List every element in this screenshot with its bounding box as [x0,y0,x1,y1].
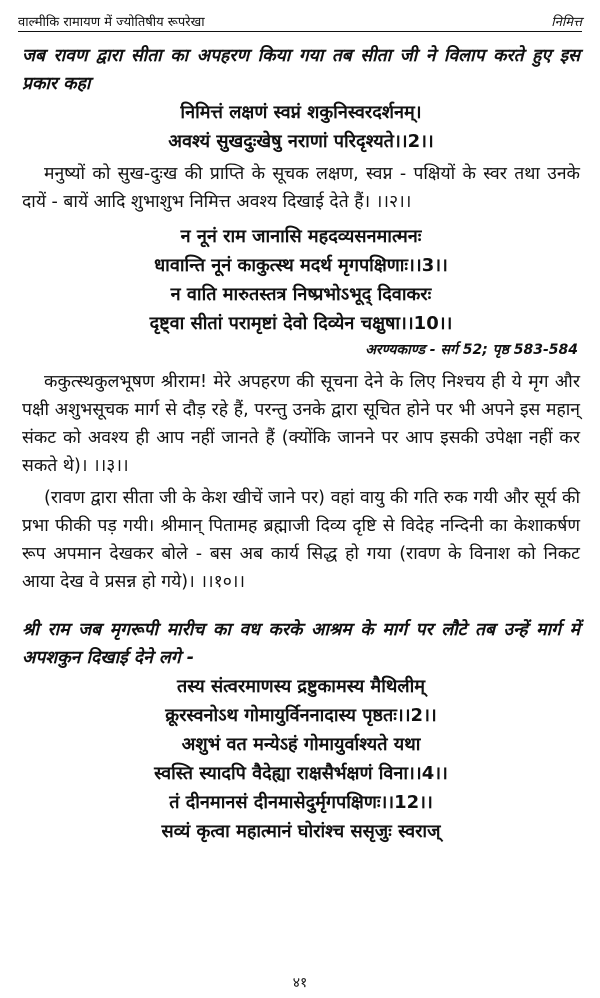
verse-line: न नूनं राम जानासि महदव्यसनमात्मनः [180,226,422,247]
verse-line: न वाति मारुतस्तत्र निष्प्रभोऽभूद् दिवाकरः [170,284,432,305]
verse-line: तस्य संत्वरमाणस्य द्रष्टुकामस्य मैथिलीम् [176,676,425,697]
verse-line: धावान्ति नूनं काकुत्स्थ मदर्थ मृगपक्षिणाः।।3।। [154,255,448,276]
verse-line: दृष्ट्वा सीतां परामृष्टां देवो दिव्येन चक्षुषा।।10।। [149,313,453,334]
explanation-paragraph: मनुष्यों को सुख-दुःख की प्राप्ति के सूचक लक्षण, स्वप्न - पक्षियों के स्वर तथा उनके दायें - बायें आदि शुभाशुभ निमित्त अवश्य दिखाई देते हैं। ।।२।। [22,164,580,212]
book-title: वाल्मीकि रामायण में ज्योतिषीय रूपरेखा [18,15,205,30]
verse-line: अवश्यं सुखदुःखेषु नराणां परिदृश्यते।।2।। [168,131,434,152]
page-number: ४१ [292,975,308,991]
verse-line: सव्यं कृत्वा महात्मानं घोरांश्च ससृजुः स्वराज् [161,821,441,842]
section-intro: जब रावण द्वारा सीता का अपहरण किया गया तब सीता जी ने विलाप करते हुए इस प्रकार कहा [22,46,580,94]
verse-line: निमित्तं लक्षणं स्वप्नं शकुनिस्वरदर्शनम्। [180,102,422,123]
section-intro: श्री राम जब मृगरूपी मारीच का वध करके आश्रम के मार्ग पर लौटे तब उन्हें मार्ग में अपशकुन दिखाई देने लगे - [22,620,580,668]
verse-line: अशुभं वत मन्येऽहं गोमायुर्वाश्यते यथा [181,734,421,755]
source-reference: अरण्यकाण्ड - सर्ग 52; पृष्ठ 583-584 [365,342,578,358]
verse-line: क्रूरस्वनोऽथ गोमायुर्विननादास्य पृष्ठतः।।2।। [165,705,437,726]
chapter-title: निमित्त [551,15,582,30]
explanation-paragraph: ककुत्स्थकुलभूषण श्रीराम! मेरे अपहरण की सूचना देने के लिए निश्चय ही ये मृग और पक्षी अशुभसूचक मार्ग से दौड़ रहे हैं, परन्तु उनके द्वारा सूचित होने पर भी अपने इस महान् संकट को अवश्य ही आप नहीं जानते हैं (क्योंकि जानने पर आप इसकी उपेक्षा नहीं कर सकते थे)। ।।३।। [22,372,580,476]
verse-line: स्वस्ति स्यादपि वैदेह्या राक्षसैर्भक्षणं विना।।4।। [154,763,448,784]
explanation-paragraph: (रावण द्वारा सीता जी के केश खीचें जाने पर) वहां वायु की गति रुक गयी और सूर्य की प्रभा फीकी पड़ गयी। श्रीमान् पितामह ब्रह्माजी दिव्य दृष्टि से विदेह नन्दिनी का केशाकर्षण रूप अपमान देखकर बोले - बस अब कार्य सिद्ध हो गया (रावण के विनाश को निकट आया देख वे प्रसन्न हो गये)। ।।१०।। [22,488,580,592]
running-header [18,6,582,30]
verse-line: तं दीनमानसं दीनमासेदुर्मृगपक्षिणः।।12।। [169,792,433,813]
header-rule [18,31,582,32]
page-content [22,42,580,846]
